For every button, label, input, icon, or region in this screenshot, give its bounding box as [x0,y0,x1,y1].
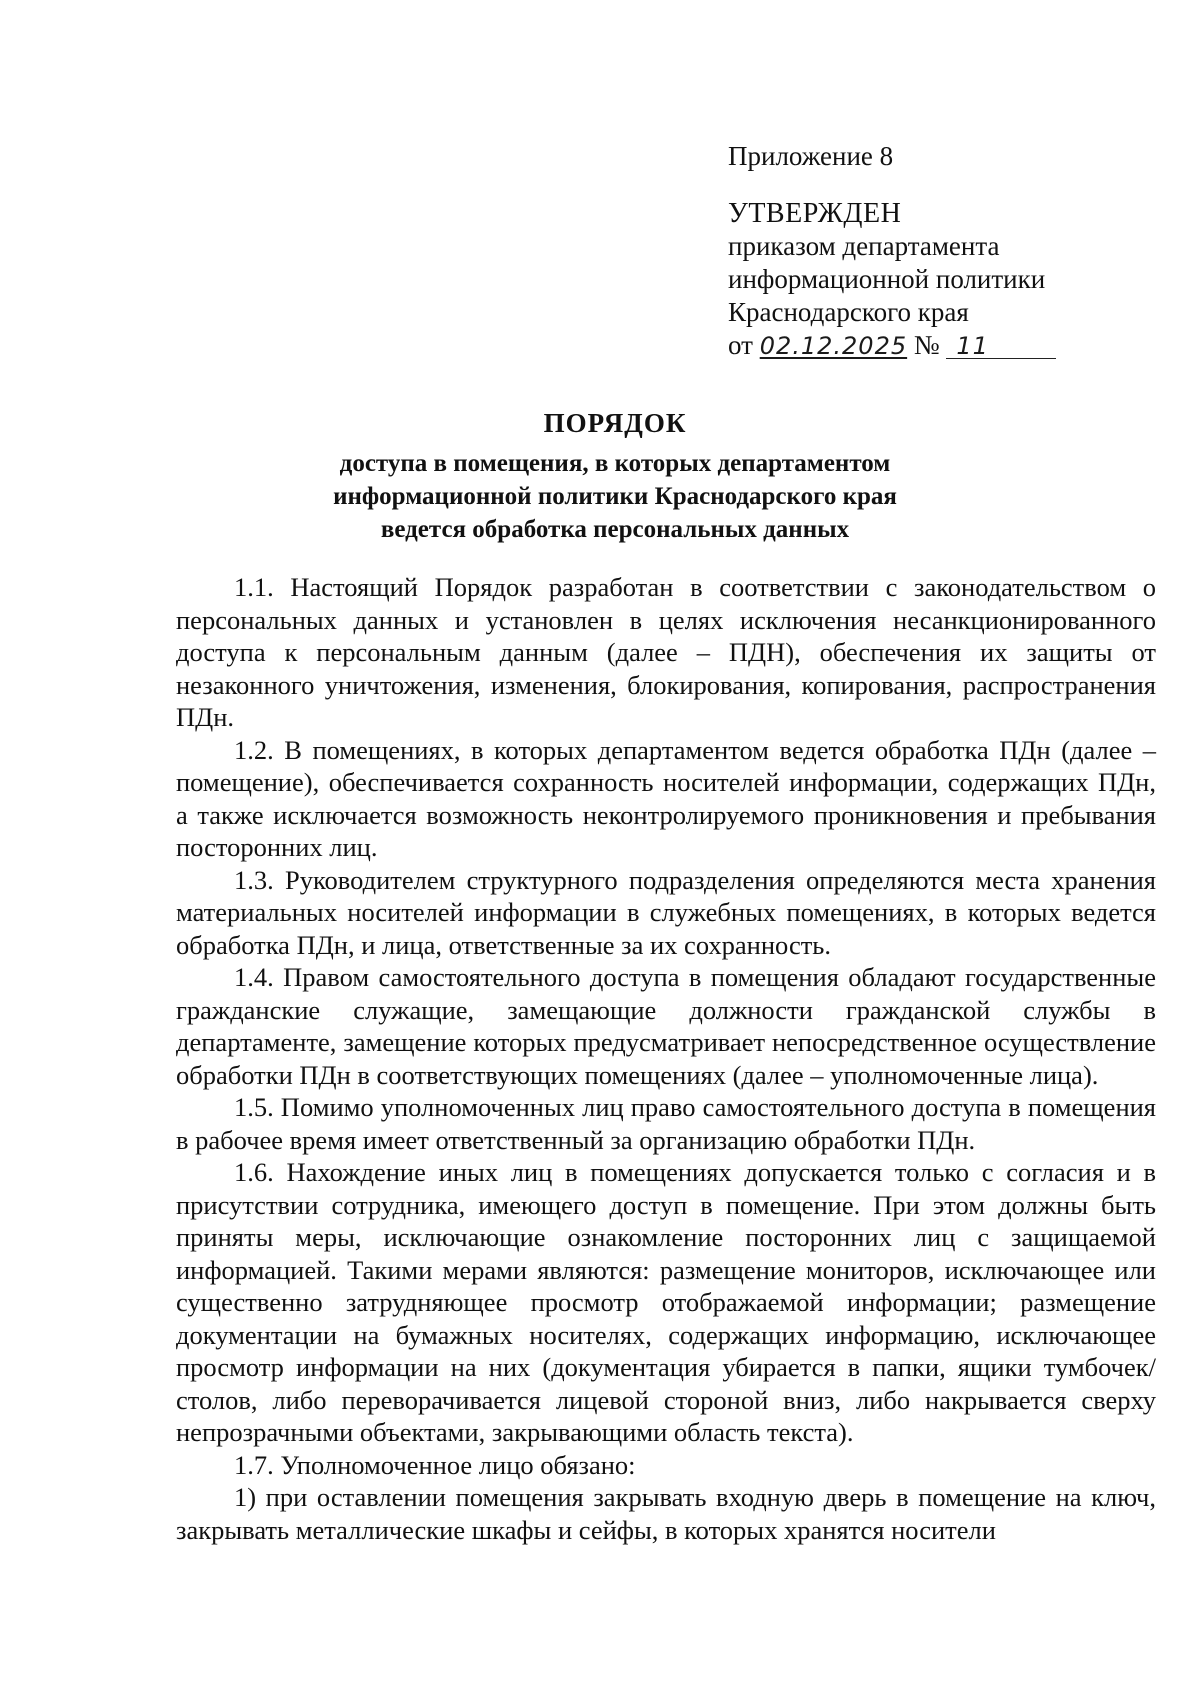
document-title [300,408,930,546]
paragraph-1-4: 1.4. Правом самостоятельного доступа в помещения обладают государственные гражданские служащие, замещающие должности гражданской службы в департаменте, замещение которых предусматривает непосредственное осуществление обработки ПДн в соответствующих помещениях (далее – уполномоченные лица). [176,962,1156,1090]
approval-block [728,140,1148,363]
paragraph-1-2: 1.2. В помещениях, в которых департаментом ведется обработка ПДн (далее – помещение), обеспечивается сохранность носителей информации, содержащих ПДн, а также исключается возможность неконтролируемого проникновения и пребывания посторонних лиц. [176,734,1156,862]
approved-stamp-text: УТВЕРЖДЕН [728,198,902,229]
order-number-handwritten: 11 [946,334,1056,359]
number-label: № [913,330,940,360]
paragraph-1-1: 1.1. Настоящий Порядок разработан в соответствии с законодательством о персональных данных и установлен в целях исключения несанкционированного доступа к персональным данным (далее – ПДН), обеспечения их защиты от незаконного уничтожения, изменения, блокирования, копирования, распространения ПДн. [176,572,1156,732]
title-sub-line-3: ведется обработка персональных данных [380,516,850,543]
appendix-label: Приложение 8 [728,141,894,171]
approval-line-2: информационной политики [728,264,1046,294]
paragraph-1-7: 1.7. Уполномоченное лицо обязано: [234,1449,636,1480]
title-sub-line-2: информационной политики Краснодарского края [333,483,897,510]
paragraph-1-5: 1.5. Помимо уполномоченных лиц право самостоятельного доступа в помещения в рабочее время имеет ответственный за организацию обработки ПДн. [176,1092,1156,1155]
title-main: ПОРЯДОК [543,408,687,438]
document-body [176,571,1156,1546]
order-date-handwritten: 02.12.2025 [759,332,908,360]
title-sub-line-1: доступа в помещения, в которых департаментом [339,450,891,477]
paragraph-1-6: 1.6. Нахождение иных лиц в помещениях допускается только с согласия и в присутствии сотрудника, имеющего доступ в помещение. При этом должны быть приняты меры, исключающие ознакомление посторонних лиц с защищаемой информацией. Такими мерами являются: размещение мониторов, исключающее или существенно затрудняющее просмотр отображаемой информации; размещение документации на бумажных носителях, содержащих информацию, исключающее просмотр информации на них (документация убирается в папки, ящики тумбочек/столов, либо переворачивается лицевой стороной вниз, либо накрывается сверху непрозрачными объектами, закрывающими область текста). [176,1157,1156,1447]
date-prefix: от [728,330,753,360]
approval-line-1: приказом департамента [728,231,1000,261]
approval-line-3: Краснодарского края [728,297,969,327]
paragraph-1-3: 1.3. Руководителем структурного подразделения определяются места хранения материальных носителей информации в служебных помещениях, в которых ведется обработка ПДн, и лица, ответственные за их сохранность. [176,864,1156,960]
paragraph-1-7-item-1: 1) при оставлении помещения закрывать входную дверь в помещение на ключ, закрывать металлические шкафы и сейфы, в которых хранятся носители [176,1482,1156,1545]
order-date-line [728,329,1148,363]
